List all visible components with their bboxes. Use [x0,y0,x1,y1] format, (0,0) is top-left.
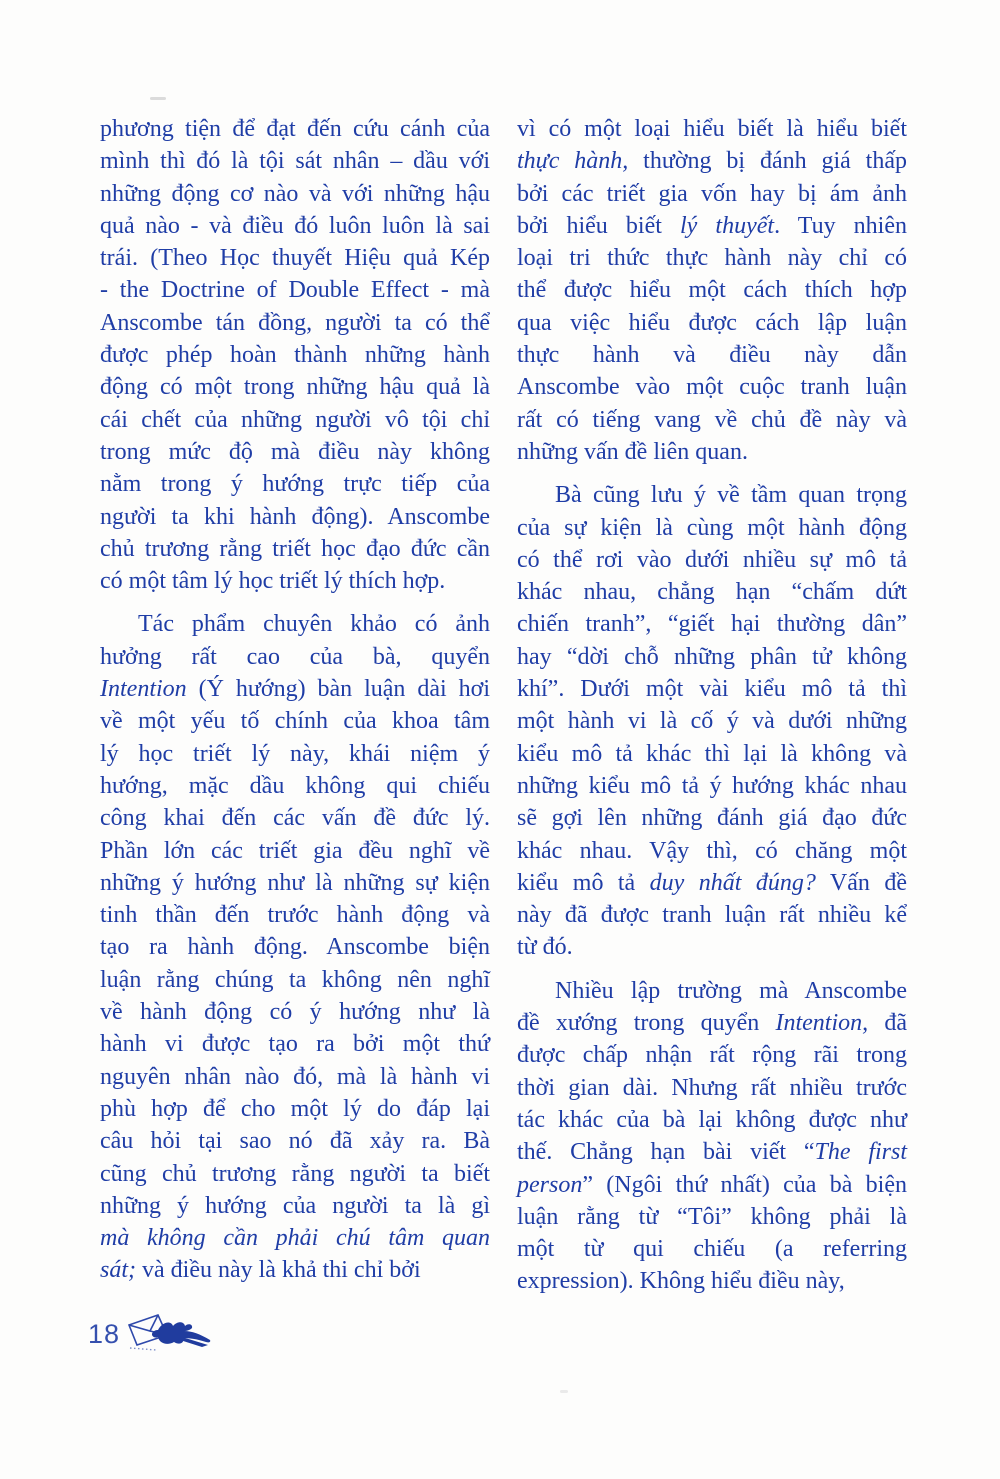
text-line: vì có một loại hiểu biết là hiểu biết [517,116,907,142]
text-line: sẽ gợi lên những đánh giá đạo đức [517,805,907,832]
text-line: những kiểu mô tả ý hướng khác nhau [517,772,907,799]
paragraph [517,479,907,963]
text-line: luận rằng chúng ta không nên nghĩ [100,966,490,993]
text-line: những ý hướng của người ta là gì [100,1192,490,1219]
text-line: khí”. Dưới một vài kiểu mô tả thì [517,676,907,703]
text-line: Anscombe vào một cuộc tranh luận [517,374,907,401]
text-line: của sự kiện là cùng một hành động [517,514,907,541]
text-line: tinh thần đến trước hành động và [100,902,490,929]
text-line: thực hành và điều này dẫn [517,342,907,369]
text-line: Bà cũng lưu ý về tầm quan trọng [555,482,907,509]
text-line: được chấp nhận rất rộng rãi trong [517,1042,907,1069]
text-line: quả nào - và điều đó luôn luôn là sai [100,212,490,239]
text-line: hay “dời chỗ những phân tử không [517,643,907,670]
text-line: trái. (Theo Học thuyết Hiệu quả Kép [100,245,490,272]
text-line: chiến tranh”, “giết hại thường dân” [517,611,907,638]
text-line: phương tiện để đạt đến cứu cánh của [100,116,490,142]
paragraph [517,975,907,1298]
text-column-left [100,113,490,1298]
text-line: khác nhau. Vậy thì, có chăng một [517,837,907,864]
text-line: đề xướng trong quyển Intention, đã [517,1010,907,1037]
text-line: một hành vi là cố ý và dưới những [517,708,907,735]
text-line: rất có tiếng vang về chủ đề này và [517,406,907,433]
text-line: câu hỏi tại sao nó đã xảy ra. Bà [100,1128,490,1155]
text-line: công khai đến các vấn đề đức lý. [100,805,490,832]
text-line: thế. Chẳng hạn bài viết “The first [517,1139,908,1166]
page-number: 18 [88,1318,121,1349]
scan-artifact [150,97,166,100]
text-line: những vấn đề liên quan. [517,438,748,465]
text-line: Nhiều lập trường mà Anscombe [555,977,907,1004]
paragraph [517,113,907,468]
text-line: phù hợp để cho một lý do đáp lại [100,1095,490,1122]
text-line: chủ trương rằng triết học đạo đức cần [100,535,490,562]
text-line: thể được hiểu một cách thích hợp [517,277,907,304]
text-line: này đã được tranh luận rất nhiều kể [517,902,907,929]
text-line: Intention (Ý hướng) bàn luận dài hơi [100,676,490,703]
page-content [100,113,907,1298]
text-line: mình thì đó là tội sát nhân – dầu với [100,148,490,175]
text-line: bởi hiểu biết lý thuyết. Tuy nhiên [517,212,907,239]
text-line: những động cơ nào và với những hậu [100,180,490,207]
text-line: từ đó. [517,934,573,961]
text-line: mà không cần phải chú tâm quan [100,1225,490,1252]
text-line: có thể rơi vào dưới nhiều sự mô tả [517,546,907,573]
text-line: được phép hoàn thành những hành [100,342,490,369]
text-line: một từ qui chiếu (a referring [517,1236,907,1263]
text-line: luận rằng từ “Tôi” không phải là [517,1203,907,1230]
text-line: kiểu mô tả khác thì lại là không và [517,740,907,767]
text-line: khác nhau, chẳng hạn “chấm dứt [517,579,907,606]
text-line: lý học triết lý này, khái niệm ý [100,740,490,767]
paragraph [100,608,490,1286]
text-line: thực hành, thường bị đánh giá thấp [517,148,907,175]
text-line: Tác phẩm chuyên khảo có ảnh [138,611,490,638]
text-line: hành vi được tạo ra bởi một thứ [100,1031,490,1058]
paragraph [100,113,490,597]
text-line: bởi các triết gia vốn hay bị ám ảnh [517,180,907,207]
text-line: tạo ra hành động. Anscombe biện [100,934,490,961]
page-footer [88,1312,214,1356]
text-line: Anscombe tán đồng, người ta có thể [100,309,490,336]
text-line: về hành động có ý hướng như là [100,999,490,1026]
text-line: cũng chủ trương rằng người ta biết [100,1160,490,1187]
text-line: người ta khi hành động). Anscombe [100,503,490,530]
text-line: loại tri thức thực hành này chỉ có [517,245,907,272]
text-line: động có một trong những hậu quả là [100,374,490,401]
bird-with-letter-icon [122,1312,214,1356]
text-line: nguyên nhân nào đó, mà là hành vi [100,1063,490,1090]
text-column-right [517,113,907,1298]
text-line: kiểu mô tả duy nhất đúng? Vấn đề [517,869,908,896]
text-line: person” (Ngôi thứ nhất) của bà biện [517,1171,907,1198]
text-line: những ý hướng như là những sự kiện [100,869,490,896]
text-line: về một yếu tố chính của khoa tâm [100,708,490,735]
text-line: qua việc hiểu được cách lập luận [517,309,907,336]
text-line: trong mức độ mà điều này không [100,438,490,465]
text-line: thời gian dài. Nhưng rất nhiều trước [517,1074,907,1101]
text-line: hưởng rất cao của bà, quyển [100,643,490,670]
text-line: có một tâm lý học triết lý thích hợp. [100,568,446,595]
text-line: tác khác của bà lại không được như [517,1106,907,1133]
text-line: sát; và điều này là khả thi chỉ bởi [100,1257,421,1284]
text-line: hướng, mặc dầu không qui chiếu [100,772,490,799]
text-line: nằm trong ý hướng trực tiếp của [100,471,490,498]
text-line: Phần lớn các triết gia đều nghĩ về [100,837,490,864]
scan-artifact [560,1390,568,1393]
text-line: - the Doctrine of Double Effect - mà [100,277,490,304]
text-line: cái chết của những người vô tội chỉ [100,406,490,433]
text-line: expression). Không hiểu điều này, [517,1268,845,1295]
